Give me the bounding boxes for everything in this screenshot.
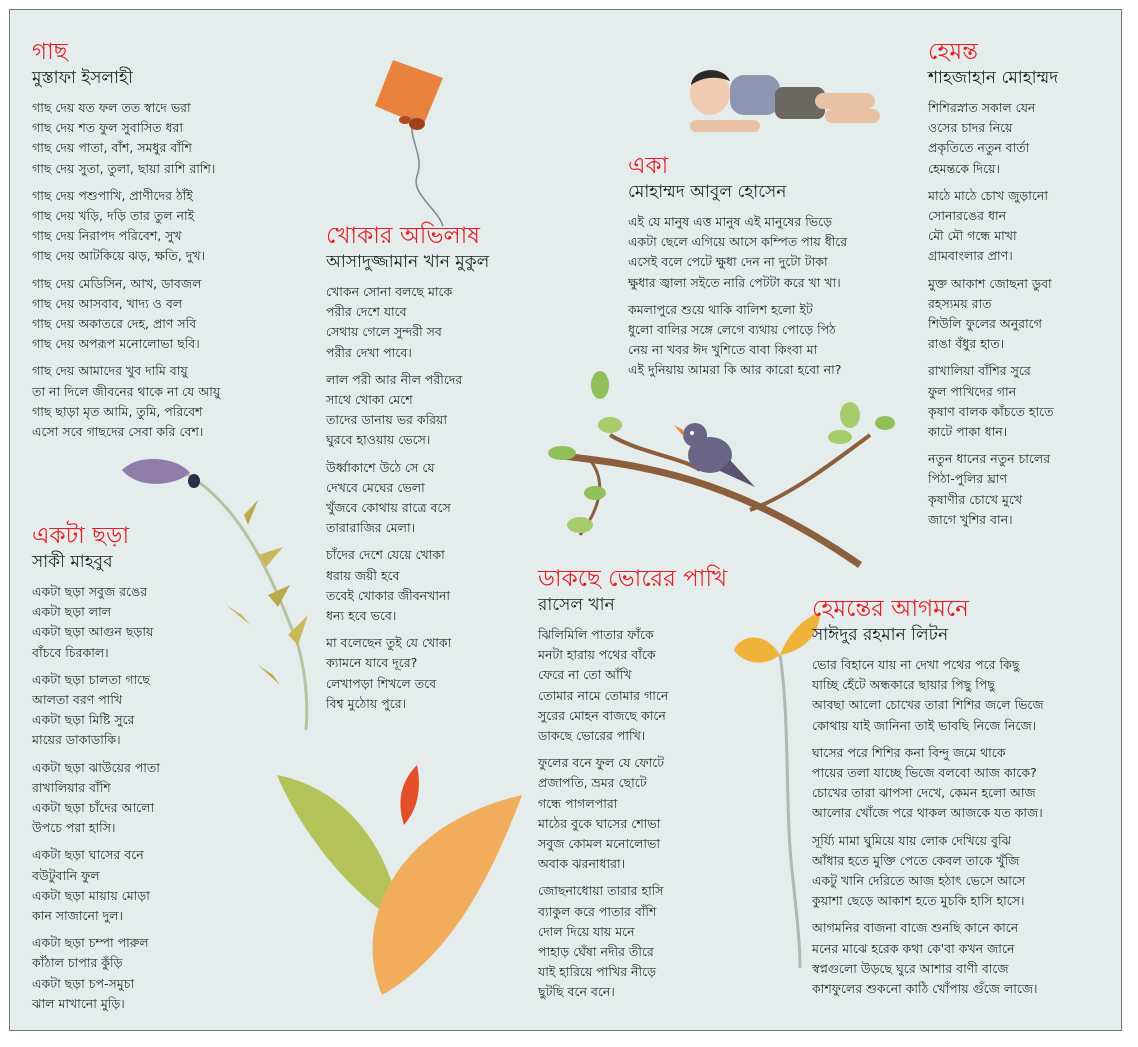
poem-line: মাঠের বুকে ঘাসের শোভা	[538, 815, 661, 831]
poem-author: শাহজাহান মোহাম্মদ	[928, 68, 1059, 88]
stanza	[326, 458, 489, 539]
poem-line: লেখাপড়া শিখলে তবে	[326, 675, 437, 691]
poem-line: আঁধার হতে মুক্তি পেতে কেবল তাকে খুঁজি	[812, 852, 1020, 868]
poem-line: গন্ধে পাগলপারা	[538, 795, 618, 811]
poem-line: হেমন্তকে দিয়ে।	[928, 160, 1000, 176]
stanza	[32, 582, 160, 663]
poem-line: খুঁজবে কোথায় রাত্রে বসে	[326, 500, 451, 516]
poem-line: চোখের তারা ঝাপসা দেখে, কেমন হলো আজ	[812, 785, 1036, 801]
poem-line: ডাকছে ভোরের পাখি।	[538, 728, 646, 744]
poem-line: খোকন সোনা বলছে মাকে	[326, 284, 453, 299]
stanza	[928, 186, 1058, 267]
poem-line: কাঁঠাল চাপার কুঁড়ি	[32, 955, 123, 971]
poem-line: একটা ছড়া সবুজ রঙের	[32, 584, 148, 599]
poem-gach	[32, 38, 220, 449]
stanza	[928, 98, 1058, 179]
poem-line: আলতা বরণ পাখি	[32, 692, 123, 708]
leaves-illustration	[272, 765, 527, 995]
poem-line: পরীর দেশে যাবে	[326, 304, 407, 320]
poem-line: পরীর দেখা পাবে।	[326, 344, 412, 360]
poem-title: হেমন্তের আগমনে	[812, 596, 969, 622]
poem-line: ঝাল মাখানো মুড়ি।	[32, 995, 125, 1011]
poem-line: সুরের মোহন বাজছে কানে	[538, 707, 666, 723]
poem-line: রাখালিয়ার বাঁশি	[32, 779, 111, 795]
poem-line: গাছ দেয় সুতা, তুলা, ছায়া রাশি রাশি।	[32, 160, 216, 176]
poem-line: উর্ধ্বাকাশে উঠে সে যে	[326, 459, 435, 475]
poem-line: মনটা হারায় পথের বাঁকে	[538, 647, 656, 663]
poem-author: সাঈদুর রহমান লিটন	[812, 625, 949, 645]
stanza	[628, 212, 847, 293]
poem-line: লাল পরী আর নীল পরীদের	[326, 371, 463, 387]
poem-line: গাছ দেয় মেডিসিন, আখ, ডাবজল	[32, 275, 202, 291]
poem-line: ফুল পাখিদের গান	[928, 383, 1017, 399]
poem-line: ফুলের বনে ফুল যে ফোটে	[538, 755, 665, 771]
poem-author: মুস্তাফা ইসলাহী	[32, 68, 133, 88]
poem-line: পায়ের তলা যাচ্ছে ভিজে বলবো আজ কাকে?	[812, 765, 1037, 781]
poem-line: কোথায় যাই জানিনা তাই ভাবছি নিজে নিজে।	[812, 717, 1037, 733]
poem-title: খোকার অভিলাষ	[326, 223, 480, 249]
stanza	[32, 186, 220, 267]
poem-line: যাচ্ছি হেঁটে অন্ধকারে ছায়ার পিছু পিছু	[812, 677, 995, 693]
poem-line: ভোর বিহানে যায় না দেখা পথের পরে কিছু	[812, 657, 1020, 672]
poem-line: বউটুবানি ফুল	[32, 867, 100, 883]
poem-line: সেথায় গেলে সুন্দরী সব	[326, 324, 442, 340]
poem-line: কাটে পাকা ধান।	[928, 424, 1008, 440]
stanza	[928, 449, 1058, 530]
poem-khokar-obhilash	[326, 222, 489, 721]
poem-line: কৃষাণ বালক কাঁচতে হাতে	[928, 403, 1054, 419]
bird-on-branch-illustration	[550, 375, 900, 570]
poem-line: গাছ দেয় অকাতরে দেহ, প্রাণ সবি	[32, 316, 197, 332]
poem-line: তাদের ডানায় ভর করিয়া	[326, 412, 448, 428]
poem-author: রাসেল খান	[538, 595, 615, 615]
poem-line: কমলাপুরে শুয়ে থাকি বালিশ হলো ইট	[628, 301, 813, 317]
poem-line: গাছ দেয় যত ফল তত স্বাদে ভরা	[32, 100, 191, 115]
poem-line: ছুটছি বনে বনে।	[538, 984, 615, 1000]
poem-line: গাছ দেয় নিরাপদ পরিবেশ, সুখ	[32, 228, 182, 244]
stanza	[32, 845, 160, 926]
poem-hemonto	[928, 38, 1058, 537]
poem-title: গাছ	[32, 39, 68, 65]
poem-hemonter-agomone	[812, 595, 1044, 1006]
poem-line: ওসের চাদর নিয়ে	[928, 120, 1013, 136]
stanza	[812, 655, 1044, 736]
poem-line: আবছা আলো চোখের তারা শিশির জলে ভিজে	[812, 697, 1044, 713]
poem-line: জাগে খুশির বান।	[928, 511, 1013, 527]
stanza	[32, 670, 160, 751]
poem-author: সাকী মাহবুব	[32, 552, 113, 572]
poem-line: এই দুনিয়ায় আমরা কি আর কারো হবো না?	[628, 362, 842, 378]
poem-line: দোল দিয়ে যায় মনে	[538, 923, 635, 939]
poem-line: গাছ দেয় অপরূপ মনোলোভা ছবি।	[32, 336, 200, 352]
stanza	[326, 545, 489, 626]
stanza	[326, 370, 489, 451]
poetry-page	[9, 9, 1122, 1031]
stanza	[538, 881, 727, 1002]
poem-line: আগমনির বাজনা বাজে শুনছি কানে কানে	[812, 920, 1019, 936]
poem-line: মায়ের ডাকাডাকি।	[32, 732, 121, 748]
poem-ekta-chhora	[32, 522, 160, 1021]
poem-line: তোমার নামে তোমার গানে	[538, 687, 669, 703]
poem-line: ঘাসের পরে শিশির কনা বিন্দু জমে থাকে	[812, 744, 1006, 760]
poem-line: বাঁচবে চিরকাল।	[32, 644, 109, 660]
poem-line: যাই হারিয়ে পাখির নীড়ে	[538, 964, 657, 980]
stanza	[32, 274, 220, 355]
poem-author: আসাদুজ্জামান খান মুকুল	[326, 252, 490, 272]
poem-line: মুক্ত আকাশ জোছনা ডুবা	[928, 275, 1052, 291]
stanza	[326, 282, 489, 363]
poem-line: দেখবে মেঘের ভেলা	[326, 479, 425, 495]
poem-title: একটা ছড়া	[32, 523, 130, 549]
poem-line: রহস্যময় রাত	[928, 295, 992, 311]
poem-line: গাছ দেয় পাতা, বাঁশ, সমধুর বাঁশি	[32, 140, 192, 156]
poem-line: সূর্য্যি মামা ঘুমিয়ে যায় লোক দেখিয়ে বুঝি	[812, 832, 1012, 848]
poem-line: একটা ছড়া চালতা গাছে	[32, 671, 150, 687]
poem-line: গাছ ছাড়া মৃত আমি, তুমি, পরিবেশ	[32, 403, 203, 419]
poem-line: সবুজ কোমল মনোলোভা	[538, 836, 660, 852]
poem-line: তারারাজির মেলা।	[326, 520, 416, 536]
poem-line: একটা ছড়া মিষ্টি সুরে	[32, 712, 135, 728]
poem-line: তা না দিলে জীবনের থাকে না যে আয়ু	[32, 383, 221, 399]
poem-line: কুয়াশা ছেড়ে আকাশ হতে মুচকি হাসি হাসে।	[812, 893, 1025, 909]
poem-line: ধরায় জয়ী হবে	[326, 567, 400, 583]
poem-line: গাছ দেয় পশুপাখি, প্রাণীদের ঠাঁই	[32, 187, 193, 203]
poem-line: একটু খানি দেরিতে আজ হঠাৎ ভেসে আসে	[812, 873, 1026, 889]
poem-line: নেয় না খবর ঈদ খুশিতে বাবা কিংবা মা	[628, 342, 818, 358]
poem-line: ফেরে না তো আঁখি	[538, 667, 632, 683]
stanza	[812, 918, 1044, 999]
poem-eka	[628, 152, 847, 388]
poem-line: রাখালিয়া বাঁশির সুরে	[928, 363, 1031, 379]
stanza	[538, 625, 727, 746]
poem-line: গ্রামবাংলার প্রাণ।	[928, 248, 1013, 264]
poem-author: মোহাম্মদ আবুল হোসেন	[628, 182, 787, 202]
stanza	[812, 831, 1044, 912]
kite-illustration	[365, 58, 475, 228]
poem-line: একটা ছড়া ঝাউয়ের পাতা	[32, 759, 160, 775]
poem-line: একটা ছড়া চপ-সমুচা	[32, 975, 135, 991]
stanza	[538, 753, 727, 874]
poem-line: স্বপ্নগুলো উড়ছে ঘুরে আশার বাণী বাজে	[812, 960, 1009, 976]
poem-line: ব্যাকুল করে পাতার বাঁশি	[538, 903, 657, 919]
poem-line: মৌ মৌ গন্ধে মাখা	[928, 228, 1017, 244]
poem-line: নতুন ধানের নতুন চালের	[928, 451, 1051, 467]
poem-line: প্রকৃতিতে নতুন বার্তা	[928, 140, 1030, 156]
poem-line: গাছ দেয় খড়ি, দড়ি তার তুল নাই	[32, 208, 195, 224]
poem-line: একটা ছড়া চম্পা পারুল	[32, 935, 149, 951]
poem-line: গাছ দেয় আটকিয়ে ঝড়, ক্ষতি, দুখ।	[32, 248, 206, 264]
poem-line: একটা ছড়া ঘাসের বনে	[32, 847, 144, 863]
stanza	[928, 361, 1058, 442]
poem-line: চাঁদের দেশে যেয়ে খোকা	[326, 547, 445, 563]
poem-line: মা বলেছেন তুই যে খোকা	[326, 635, 452, 651]
yellow-leaf-stem-illustration	[730, 610, 825, 970]
poem-line: ধুলো বালির সঙ্গে লেগে ব্যথায় পোড়ে পিঠ	[628, 322, 836, 338]
poem-line: একটা ছেলে এগিয়ে আসে কম্পিত পায় ধীরে	[628, 234, 848, 250]
poem-line: অবাক ঝরনাধারা।	[538, 856, 626, 872]
poem-line: ধন্য হবে ভবে।	[326, 608, 397, 624]
poem-line: বিশ্ব মুঠোয় পুরে।	[326, 695, 407, 711]
poem-line: কৃষাণীর চোখে মুখে	[928, 491, 1023, 507]
poem-line: এসো সবে গাছদের সেবা করি বেশ।	[32, 424, 204, 440]
poem-line: জোছনাধোয়া তারার হাসি	[538, 883, 664, 899]
stanza	[32, 758, 160, 839]
poem-line: আলোর খোঁজে পরে থাকল আজকে যত কাজ।	[812, 805, 1043, 821]
stanza	[928, 274, 1058, 355]
poem-line: প্রজাপতি, ভ্রমর ছোটে	[538, 775, 647, 791]
stanza	[628, 300, 847, 381]
poem-line: তবেই খোকার জীবনখানা	[326, 587, 451, 603]
poem-title: ডাকছে ভোরের পাখি	[538, 566, 728, 592]
poem-line: ক্যামনে যাবে দূরে?	[326, 655, 418, 671]
poem-line: একটা ছড়া লাল	[32, 604, 112, 620]
sleeping-boy-illustration	[675, 65, 900, 145]
poem-line: রাঙা বঁধুর হাত।	[928, 336, 1005, 352]
stanza	[32, 98, 220, 179]
poem-dakchhe-bhorer-pakhi	[538, 565, 727, 1010]
poem-line: এই যে মানুষ এত্ত মানুষ এই মানুষের ভিড়ে	[628, 214, 833, 229]
poem-line: গাছ দেয় আমাদের খুব দামি বায়ু	[32, 363, 188, 379]
poem-line: শিউলি ফুলের অনুরাগে	[928, 316, 1042, 332]
poem-line: এসেই বলে পেটে ক্ষুধা দেন না দুটো টাকা	[628, 254, 828, 270]
poem-line: সোনারঙের ধান	[928, 208, 1007, 224]
poem-line: একটা ছড়া চাঁদের আলো	[32, 800, 155, 816]
poem-line: উপচে পরা হাসি।	[32, 820, 116, 836]
poem-line: গাছ দেয় আসবাব, খাদ্য ও বল	[32, 295, 183, 311]
poem-title: হেমন্ত	[928, 39, 979, 65]
poem-line: পাহাড় ঘেঁষা নদীর তীরে	[538, 944, 654, 960]
poem-line: সাথে খোকা মেশে	[326, 392, 413, 408]
poem-line: পিঠা-পুলির ঘ্রাণ	[928, 471, 1008, 487]
stanza	[326, 633, 489, 714]
poem-line: গাছ দেয় শত ফুল সুবাসিত ধরা	[32, 120, 184, 136]
stanza	[812, 743, 1044, 824]
poem-line: মাঠে মাঠে চোখ জুড়ানো	[928, 187, 1048, 203]
stanza	[32, 933, 160, 1014]
poem-line: একটা ছড়া মায়ায় মোড়া	[32, 887, 150, 903]
poem-line: একটা ছড়া আগুন ছড়ায়	[32, 624, 154, 640]
poem-line: ঝিলিমিলি পাতার ফাঁকে	[538, 627, 654, 642]
poem-line: ঘুরবে হাওয়ায় ভেসে।	[326, 432, 431, 448]
poem-line: শিশিরস্নাত সকাল যেন	[928, 100, 1036, 115]
poem-line: ক্ষুধার জ্বালা সইতে নারি পেটটা করে খা খা।	[628, 274, 841, 290]
poem-line: কান সাজানো দুল।	[32, 908, 123, 924]
stanza	[32, 361, 220, 442]
poem-line: কাশফুলের শুকনো কাঠি খোঁপায় গুঁজে লাজে।	[812, 981, 1038, 997]
poem-title: একা	[628, 153, 669, 179]
poem-line: মনের মাঝে হরেক কথা কে'বা কখন জানে	[812, 940, 1015, 956]
